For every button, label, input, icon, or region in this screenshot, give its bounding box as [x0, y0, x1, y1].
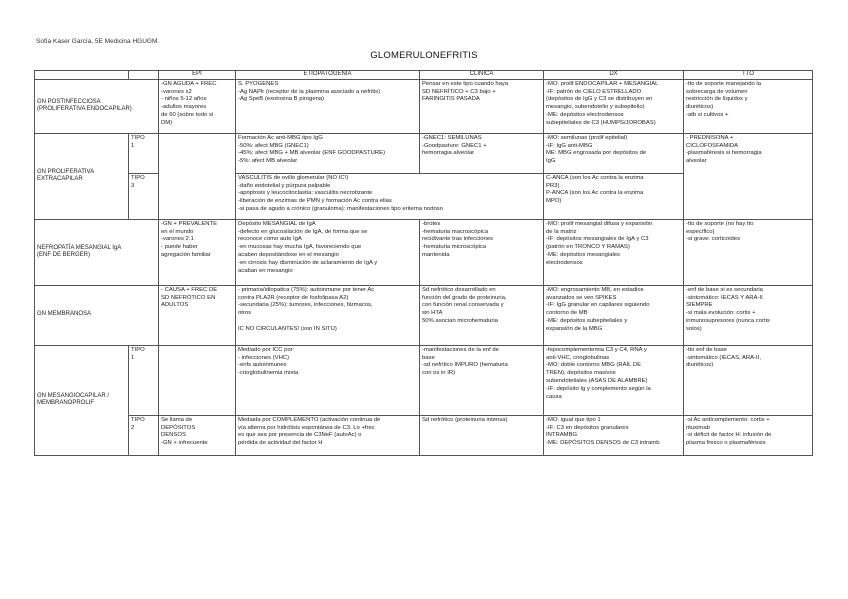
cell-line: -IF: depósito Ig y complemento según la: [546, 385, 651, 392]
cell-line: S. PYOGENES: [238, 80, 279, 87]
cell-line: - primaria/idiopatica (75%): autoinmune por tener Ac: [238, 286, 375, 293]
cell-line: -MO: prolif mesangial difusa y expansión: [546, 220, 653, 227]
cell-epi: [159, 345, 236, 415]
cell-line: -plasmaféresis si hemorragia: [686, 150, 762, 157]
cell-line: inmunosupresores (nunca cortis: [686, 317, 770, 324]
cell-dx: [544, 79, 684, 133]
cell-line: TIPO: [131, 174, 145, 181]
cell-line: EXTRACAPILAR: [37, 176, 83, 183]
cell-line: (depósitos de IgG y C3 se distribuyen en: [546, 96, 653, 103]
cell-line: -IF: depósitos mesangiales de IgA y C3: [546, 236, 649, 243]
cell-epi: [159, 219, 236, 285]
cell-line: -IF: IgG anti-MBG: [546, 142, 593, 149]
cell-line: electrodensos: [546, 259, 583, 266]
cell-line: C-ANCA (son los Ac contra la enzima: [546, 174, 644, 181]
cell-line: con función renal conservada y: [422, 302, 504, 309]
cell-line: diuréticos): [686, 362, 714, 369]
cell-line: GN PROLIFERATIVA: [37, 168, 95, 175]
header-clinica: CLÍNICA: [420, 71, 544, 80]
cell-line: PR3): [546, 182, 560, 189]
cell-line: FARINGITIS PASADA: [422, 96, 480, 103]
cell-line: agregación familiar: [161, 251, 211, 258]
row-extracapilar-tipo1: [35, 133, 813, 173]
cell-line: -MO: engrosamiento MB, en estadios: [546, 286, 644, 293]
cell-line: CICLOFOSFAMIDA: [686, 142, 739, 149]
cell-line: específico): [686, 228, 715, 235]
cell-epi: [159, 79, 236, 133]
cell-line: ME: MBG engrosada por depósitos de: [546, 150, 647, 157]
cell-line: - PREDNISONA +: [686, 134, 734, 141]
cell-line: VASCULITIS de ovillo glomerular (NO IC!): [238, 174, 349, 181]
cell-line: subepiteliales de C3 (HUMPS/JOROBAS): [546, 119, 656, 126]
cell-line: 1: [131, 354, 135, 361]
cell-dx: [544, 345, 684, 415]
cell-line: -hematuria microscópica: [422, 244, 487, 251]
cell-line: IC NO CIRCULANTES! (son IN SITU): [238, 325, 337, 332]
cell-line: NEFROPATÍA MESANGIAL IgA: [37, 244, 122, 251]
cell-line: Se llama de: [161, 416, 193, 423]
cell-line: SIEMPRE: [686, 302, 713, 309]
row-label: [35, 79, 159, 133]
cell-line: Mediado por ICC por:: [238, 346, 295, 353]
cell-line: Mediada por COMPLEMENTO (activación continua de: [238, 416, 381, 423]
cell-line: -IF: patrón de CIELO ESTRELLADO: [546, 88, 642, 95]
cell-line: -si mala evolución: cortis +: [686, 310, 756, 317]
row-nefropatia-iga: [35, 219, 813, 285]
cell-etiopatogenia: [236, 345, 420, 415]
cell-line: 50% asocian microhematuria: [422, 317, 498, 324]
cell-tto: [684, 285, 813, 345]
cell-line: TIPO: [131, 346, 145, 353]
cell-clinica: [420, 345, 544, 415]
cell-line: -45%: afect MBG + MB alveolar (ENF GOODPASTURE): [238, 150, 386, 157]
cell-line: -MO: doble contorno MBG (RAÍL DE: [546, 362, 642, 369]
cell-clinica: [420, 415, 544, 455]
cell-tto: [684, 133, 813, 219]
cell-line: -hematuria macroscópica: [422, 228, 489, 235]
cell-line: Depósito MESANGIAL de IgA: [238, 220, 316, 227]
cell-line: SD NEFRÍTICO + C3 bajo +: [422, 88, 496, 95]
cell-line: -GN + infrecuente: [161, 440, 208, 447]
cell-line: -sintomático: IECAS Y ARA-II: [686, 294, 763, 301]
cell-line: -liberación de enzimas de PMN y formación Ac contra ellas: [238, 198, 392, 205]
header-epi: EPI: [159, 71, 236, 80]
cell-line: (patrón en TRONCO Y RAMAS): [546, 244, 630, 251]
cell-line: TIPO: [131, 416, 145, 423]
cell-line: DEPÓSITOS: [161, 424, 196, 431]
cell-line: SD NEFRÓTICO EN: [161, 294, 216, 301]
cell-line: -si grave: corticoides: [686, 236, 741, 243]
page-title: GLOMERULONEFRITIS: [370, 50, 478, 61]
cell-line: P-ANCA (son los Ac contra la enzima: [546, 190, 644, 197]
cell-line: -Ag SpeB (exotoxina B pirogena): [238, 96, 325, 103]
cell-line: -5%: afect MB alveolar: [238, 158, 298, 165]
cell-line: DM): [161, 119, 173, 126]
cell-line: Sd nefrótico (proteinuria intensa): [422, 416, 508, 423]
cell-line: -ME: depósitos electrodensos: [546, 111, 624, 118]
cell-line: -secundaria (25%): tumores, infecciones, fármacos,: [238, 302, 373, 309]
cell-line: -atb si cultivos +: [686, 111, 729, 118]
tipo-label: [129, 133, 159, 173]
cell-line: -defecto en glucosilación de IgA, de forma que se: [238, 228, 368, 235]
cell-line: pérdida de actividad del factor H: [238, 440, 323, 447]
cell-line: -varones x2: [161, 88, 192, 95]
cell-line: -varones 2:1: [161, 236, 194, 243]
cell-line: causa: [546, 393, 562, 400]
cell-line: de 60 (sobre todo si: [161, 111, 214, 118]
cell-epi: [159, 133, 236, 219]
cell-line: - CAUSA + FREC DE: [161, 286, 218, 293]
header-etiopatogenia: ETIOPATOGENIA: [236, 71, 420, 80]
cell-line: restricción de líquidos y: [686, 96, 748, 103]
cell-line: acaben depositándose en el mesangio: [238, 251, 339, 258]
cell-line: - niños 5-12 años: [161, 96, 207, 103]
cell-tto: [684, 415, 813, 455]
cell-line: acaban en mesangio: [238, 267, 293, 274]
cell-line: en el mundo: [161, 228, 194, 235]
cell-line: 3: [131, 182, 135, 189]
cell-line: -IF: C3 en depósitos granulares: [546, 424, 629, 431]
cell-line: -GNEC1: SEMILUNAS: [422, 134, 482, 141]
cell-line: -en cirrosis hay disminución de aclaramiento de IgA y: [238, 259, 378, 266]
cell-line: recidivante tras infecciones: [422, 236, 494, 243]
cell-line: Sd nefrótico desarrollado en: [422, 286, 496, 293]
cell-line: MPO): [546, 198, 562, 205]
cell-line: -tto de soporte (no hay tto: [686, 220, 754, 227]
cell-line: -manifestaciones de la enf de: [422, 346, 499, 353]
cell-line: -tto de soporte manejando la: [686, 80, 761, 87]
cell-line: Formación Ac anti-MBG tipo IgG: [238, 134, 323, 141]
cell-line: ADULTOS: [161, 302, 189, 309]
cell-line: -crioglobulinemia mixta: [238, 370, 299, 377]
cell-line: mesangio, subendotelio y subepitelio): [546, 104, 645, 111]
cell-line: GN MESANGIOCAPILAR /: [37, 392, 110, 399]
cell-line: -50%: afect MBG (GNEC1): [238, 142, 309, 149]
cell-line: con os in IR): [422, 370, 456, 377]
cell-line: -daño endotelial y púrpura palpable: [238, 182, 331, 189]
cell-etiopatogenia: [236, 415, 420, 455]
cell-line: IgG: [546, 158, 556, 165]
cell-line: -sintomático (IECAS, ARA-II,: [686, 354, 761, 361]
cell-line: -adultos mayores: [161, 104, 207, 111]
cell-tto: [684, 345, 813, 415]
cell-line: -MO: igual que tipo 1: [546, 416, 601, 423]
header-empty: [129, 71, 159, 80]
tipo-label: [129, 345, 159, 415]
cell-line: plasma fresco o plasmaféresis: [686, 440, 766, 447]
cell-dx: [544, 133, 684, 173]
cell-line: -Ag NAPlr (receptor de la plasmina asociado a nefritis): [238, 88, 381, 95]
cell-line: -Goodpasture: GNEC1 +: [422, 142, 487, 149]
cell-line: 2: [131, 424, 135, 431]
cell-line: [238, 318, 417, 326]
cell-etiopatogenia: [236, 79, 420, 133]
cell-clinica: [420, 219, 544, 285]
cell-line: -en mucosas hay mucha IgA, favoreciendo que: [238, 244, 362, 251]
cell-clinica: [420, 133, 544, 173]
tipo-label: [129, 173, 159, 219]
cell-etiopatogenia: [236, 219, 420, 285]
cell-line: rituximab: [686, 424, 710, 431]
cell-line: -enfs autoinmunes: [238, 362, 287, 369]
cell-line: -hipocomplementemia C3 y C4, RNA y: [546, 346, 647, 353]
cell-line: -GN AGUDA + FREC: [161, 80, 217, 87]
cell-line: avanzados se ven SPIKES: [546, 294, 617, 301]
cell-line: -MO: semilunas (prolif epitelial): [546, 134, 628, 141]
header-dx: DX: [544, 71, 684, 80]
cell-line: subendoteliales (ASAS DE ALAMBRE): [546, 377, 648, 384]
cell-line: base: [422, 354, 435, 361]
cell-line: -IF: IgG granular en capilares siguiendo: [546, 302, 650, 309]
row-membranoprolif-tipo2: [35, 415, 813, 455]
cell-line: es que sea por presencia de C3NeF (autoAc) o: [238, 432, 362, 439]
cell-line: -GN + PREVALENTE: [161, 220, 218, 227]
cell-line: DENSOS: [161, 432, 186, 439]
cell-line: expansión de la MBG: [546, 325, 603, 332]
cell-epi: [159, 415, 236, 455]
cell-epi: [159, 285, 236, 345]
cell-clinica: [420, 285, 544, 345]
cell-etiopatogenia: [236, 133, 420, 173]
cell-tto: [684, 79, 813, 133]
cell-line: anti-VHC, crioglobulinas: [546, 354, 610, 361]
cell-line: vía alterna por hidrólisis espontánea de C3. Lo +frec: [238, 424, 375, 431]
cell-line: contra PLA2R (receptor de fosfolipasa A2): [238, 294, 349, 301]
cell-line: -sd nefrítico IMPURO (hematuria: [422, 362, 508, 369]
cell-line: GN MEMBRANOSA: [37, 311, 92, 318]
cell-line: -si Ac antícomplemento: cortis +: [686, 416, 770, 423]
cell-line: reconoce como auto IgA: [238, 236, 302, 243]
cell-line: función del grado de proteinuria,: [422, 294, 507, 301]
cell-line: de la matriz: [546, 228, 577, 235]
cell-line: -MO: prolif ENDOCAPILAR + MESANGIAL: [546, 80, 659, 87]
cell-line: INTRAMBG: [546, 432, 578, 439]
header-tto: TTO: [684, 71, 813, 80]
cell-dx: [544, 415, 684, 455]
glomerulonefritis-table: [34, 70, 813, 456]
row-label: [35, 133, 129, 219]
cell-line: -ME: depósitos subepiteliales y: [546, 317, 628, 324]
header-empty: [35, 71, 129, 80]
cell-dx: [544, 219, 684, 285]
cell-line: (PROLIFERATIVA ENDOCAPILAR): [37, 106, 132, 113]
cell-line: TREN), depósitos masivos: [546, 370, 616, 377]
cell-line: - puede haber: [161, 244, 198, 251]
row-label: [35, 345, 129, 455]
author-line: Sofía Kaser García, 5E Medicina HGUGM.: [36, 38, 160, 45]
cell-line: TIPO: [131, 134, 145, 141]
cell-line: -apoptosis y leucocitoclastia: vasculitis necrotizante: [238, 190, 373, 197]
cell-dx: [544, 173, 684, 219]
cell-line: sin HTA: [422, 310, 443, 317]
cell-line: solos): [686, 325, 702, 332]
row-label: [35, 219, 159, 285]
cell-line: -si déficit de factor H: infusión de: [686, 432, 772, 439]
cell-clinica: [420, 79, 544, 133]
tipo-label: [129, 415, 159, 455]
cell-line: mantenida: [422, 251, 450, 258]
cell-line: alveolar: [686, 158, 707, 165]
cell-etiopatogenia: [236, 285, 420, 345]
cell-line: otros: [238, 310, 252, 317]
cell-line: -si pasa de agudo a crónico (granuloma): manifestaciones tipo eritema nodoso: [238, 205, 443, 212]
cell-line: 1: [131, 142, 135, 149]
cell-line: -brotes: [422, 220, 441, 227]
cell-line: -tto enf de base: [686, 346, 727, 353]
cell-line: - infecciones (VHC): [238, 354, 290, 361]
row-membranoprolif-tipo1: [35, 345, 813, 415]
row-label: [35, 285, 159, 345]
cell-line: -ME: DEPÓSITOS DENSOS de C3 intramb: [546, 440, 660, 447]
cell-line: contorno de MB: [546, 310, 588, 317]
cell-tto: [684, 219, 813, 285]
cell-line: Pensar en este tipo cuando haya: [422, 80, 509, 87]
cell-line: -enf de base si es secundaria: [686, 286, 763, 293]
cell-line: GN POSTINFECCIOSA: [37, 98, 101, 105]
cell-line: hemorragia alveolar: [422, 150, 475, 157]
cell-line: (ENF DE BERGER): [37, 252, 91, 259]
row-postinfecciosa: [35, 79, 813, 133]
cell-etiopatogenia: [236, 173, 544, 219]
row-membranosa: [35, 285, 813, 345]
cell-line: sobrecarga de volumen: [686, 88, 748, 95]
cell-line: MEMBRANOPROLIF: [37, 400, 95, 407]
cell-dx: [544, 285, 684, 345]
cell-line: -ME: depósitos mesangiales: [546, 251, 620, 258]
header-row: [35, 71, 813, 80]
cell-line: diuréticos): [686, 104, 714, 111]
